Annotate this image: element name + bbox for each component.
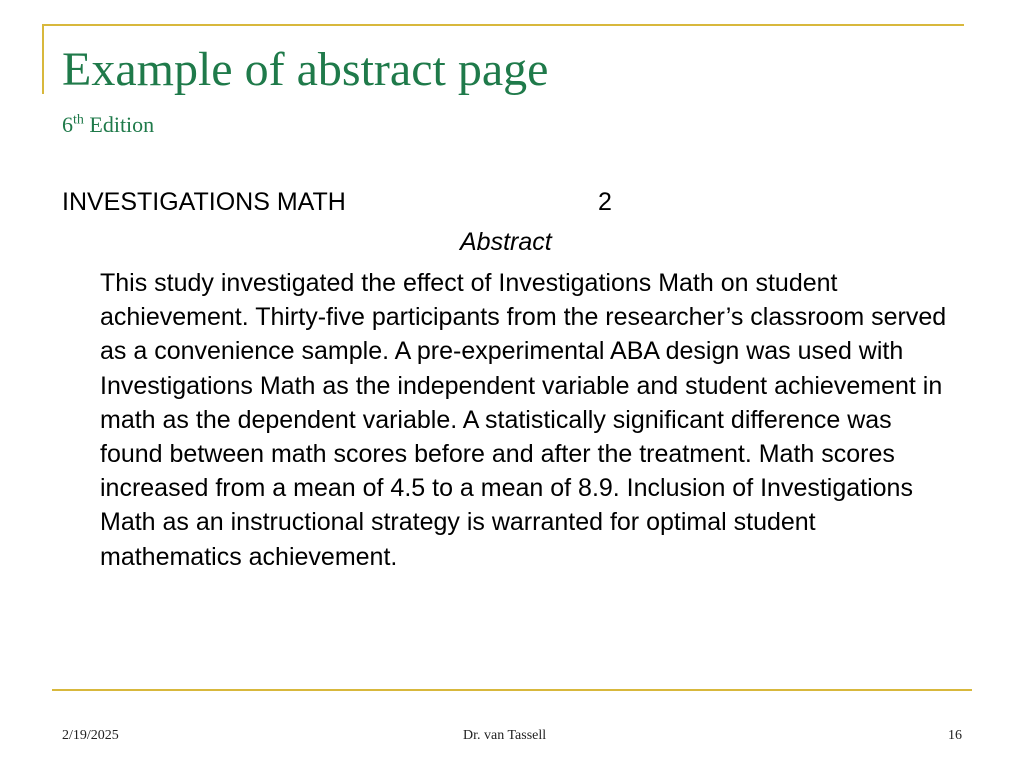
slide-title: Example of abstract page <box>62 43 549 96</box>
edition-label: Edition <box>83 112 155 137</box>
slide-subtitle <box>62 112 154 138</box>
left-rule <box>42 24 44 94</box>
top-rule <box>42 24 964 26</box>
abstract-heading: Abstract <box>460 228 552 256</box>
abstract-body: This study investigated the effect of Investigations Math on student achievement. Thirty-five participants from the researcher’s classroom served as a convenience sample. A pre-experimental ABA design was used with Investigations Math as the independent variable and student achievement in math as the dependent variable. A statistically significant difference was found between math scores before and after the treatment. Math scores increased from a mean of 4.5 to a mean of 8.9. Inclusion of Investigations Math as an instructional strategy is warranted for optimal student mathematics achievement. <box>100 269 947 571</box>
footer-slide-number: 16 <box>948 728 962 743</box>
running-head: INVESTIGATIONS MATH <box>62 188 346 216</box>
page-number: 2 <box>598 188 612 216</box>
edition-number: 6 <box>62 112 73 137</box>
footer-date: 2/19/2025 <box>62 728 119 743</box>
edition-ordinal: th <box>73 112 84 128</box>
footer-author: Dr. van Tassell <box>463 728 547 743</box>
footer-rule <box>52 689 972 691</box>
